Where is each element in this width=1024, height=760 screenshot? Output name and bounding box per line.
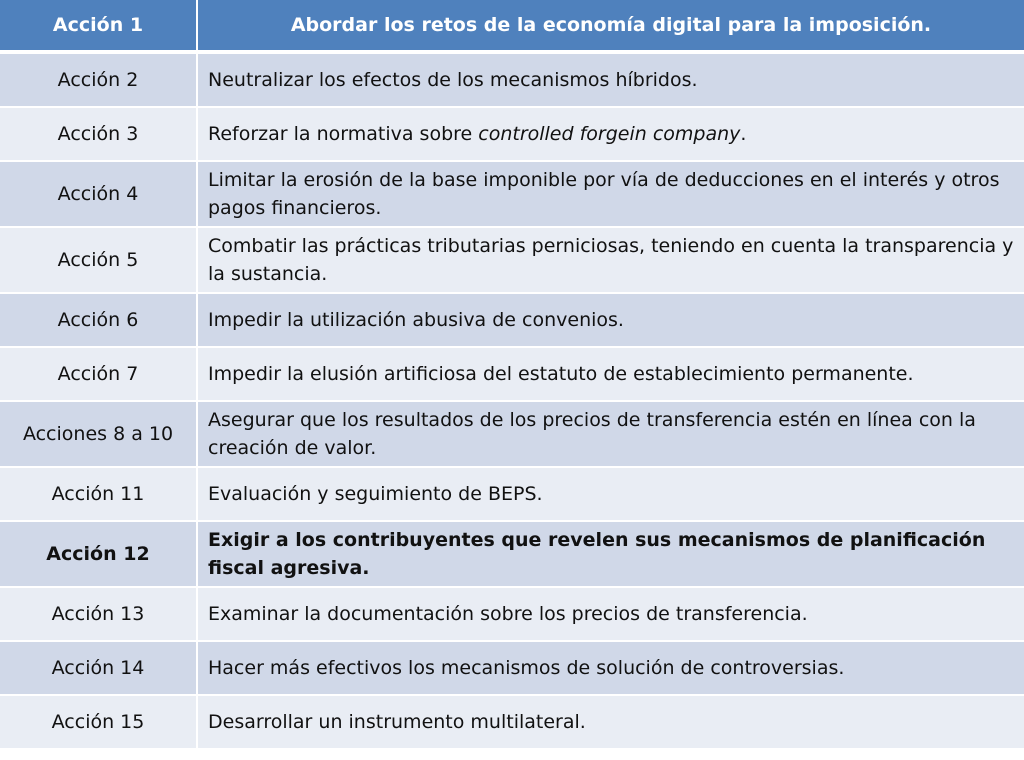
table-row xyxy=(0,228,1024,294)
action-number-cell: Acción 13 xyxy=(0,588,198,642)
action-description-cell xyxy=(198,108,1024,162)
action-description-cell: Hacer más efectivos los mecanismos de solución de controversias. xyxy=(198,642,1024,696)
table-row xyxy=(0,162,1024,228)
action-number-cell: Acción 5 xyxy=(0,228,198,294)
table-row xyxy=(0,108,1024,162)
action-number-cell: Acción 11 xyxy=(0,468,198,522)
table-header-row xyxy=(0,0,1024,54)
action-number-cell: Acciones 8 a 10 xyxy=(0,402,198,468)
description-text: . xyxy=(740,123,747,145)
action-number-cell: Acción 15 xyxy=(0,696,198,750)
table-row xyxy=(0,294,1024,348)
header-description-cell: Abordar los retos de la economía digital para la imposición. xyxy=(198,0,1024,54)
action-description-cell: Combatir las prácticas tributarias perniciosas, teniendo en cuenta la transparencia y la sustancia. xyxy=(198,228,1024,294)
action-description-cell: Limitar la erosión de la base imponible por vía de deducciones en el interés y otros pagos financieros. xyxy=(198,162,1024,228)
action-number-cell: Acción 4 xyxy=(0,162,198,228)
action-number-cell: Acción 2 xyxy=(0,54,198,108)
table-row xyxy=(0,348,1024,402)
header-action-cell: Acción 1 xyxy=(0,0,198,54)
action-number-cell: Acción 12 xyxy=(0,522,198,588)
action-number-cell: Acción 3 xyxy=(0,108,198,162)
table-row xyxy=(0,588,1024,642)
action-description-cell: Neutralizar los efectos de los mecanismos híbridos. xyxy=(198,54,1024,108)
action-description-cell: Impedir la utilización abusiva de convenios. xyxy=(198,294,1024,348)
table-row-highlighted xyxy=(0,522,1024,588)
table-row xyxy=(0,696,1024,750)
table-row xyxy=(0,642,1024,696)
action-number-cell: Acción 7 xyxy=(0,348,198,402)
action-number-cell: Acción 14 xyxy=(0,642,198,696)
table-row xyxy=(0,468,1024,522)
action-description-cell: Exigir a los contribuyentes que revelen sus mecanismos de planificación fiscal agresiva. xyxy=(198,522,1024,588)
action-description-cell: Desarrollar un instrumento multilateral. xyxy=(198,696,1024,750)
action-description-cell: Evaluación y seguimiento de BEPS. xyxy=(198,468,1024,522)
action-description-cell: Asegurar que los resultados de los precios de transferencia estén en línea con la creación de valor. xyxy=(198,402,1024,468)
action-description-cell: Impedir la elusión artificiosa del estatuto de establecimiento permanente. xyxy=(198,348,1024,402)
description-italic-text: controlled forgein company xyxy=(478,123,741,145)
table-row xyxy=(0,54,1024,108)
table-row xyxy=(0,402,1024,468)
action-description-cell: Examinar la documentación sobre los precios de transferencia. xyxy=(198,588,1024,642)
action-number-cell: Acción 6 xyxy=(0,294,198,348)
description-text: Reforzar la normativa sobre xyxy=(208,123,479,145)
